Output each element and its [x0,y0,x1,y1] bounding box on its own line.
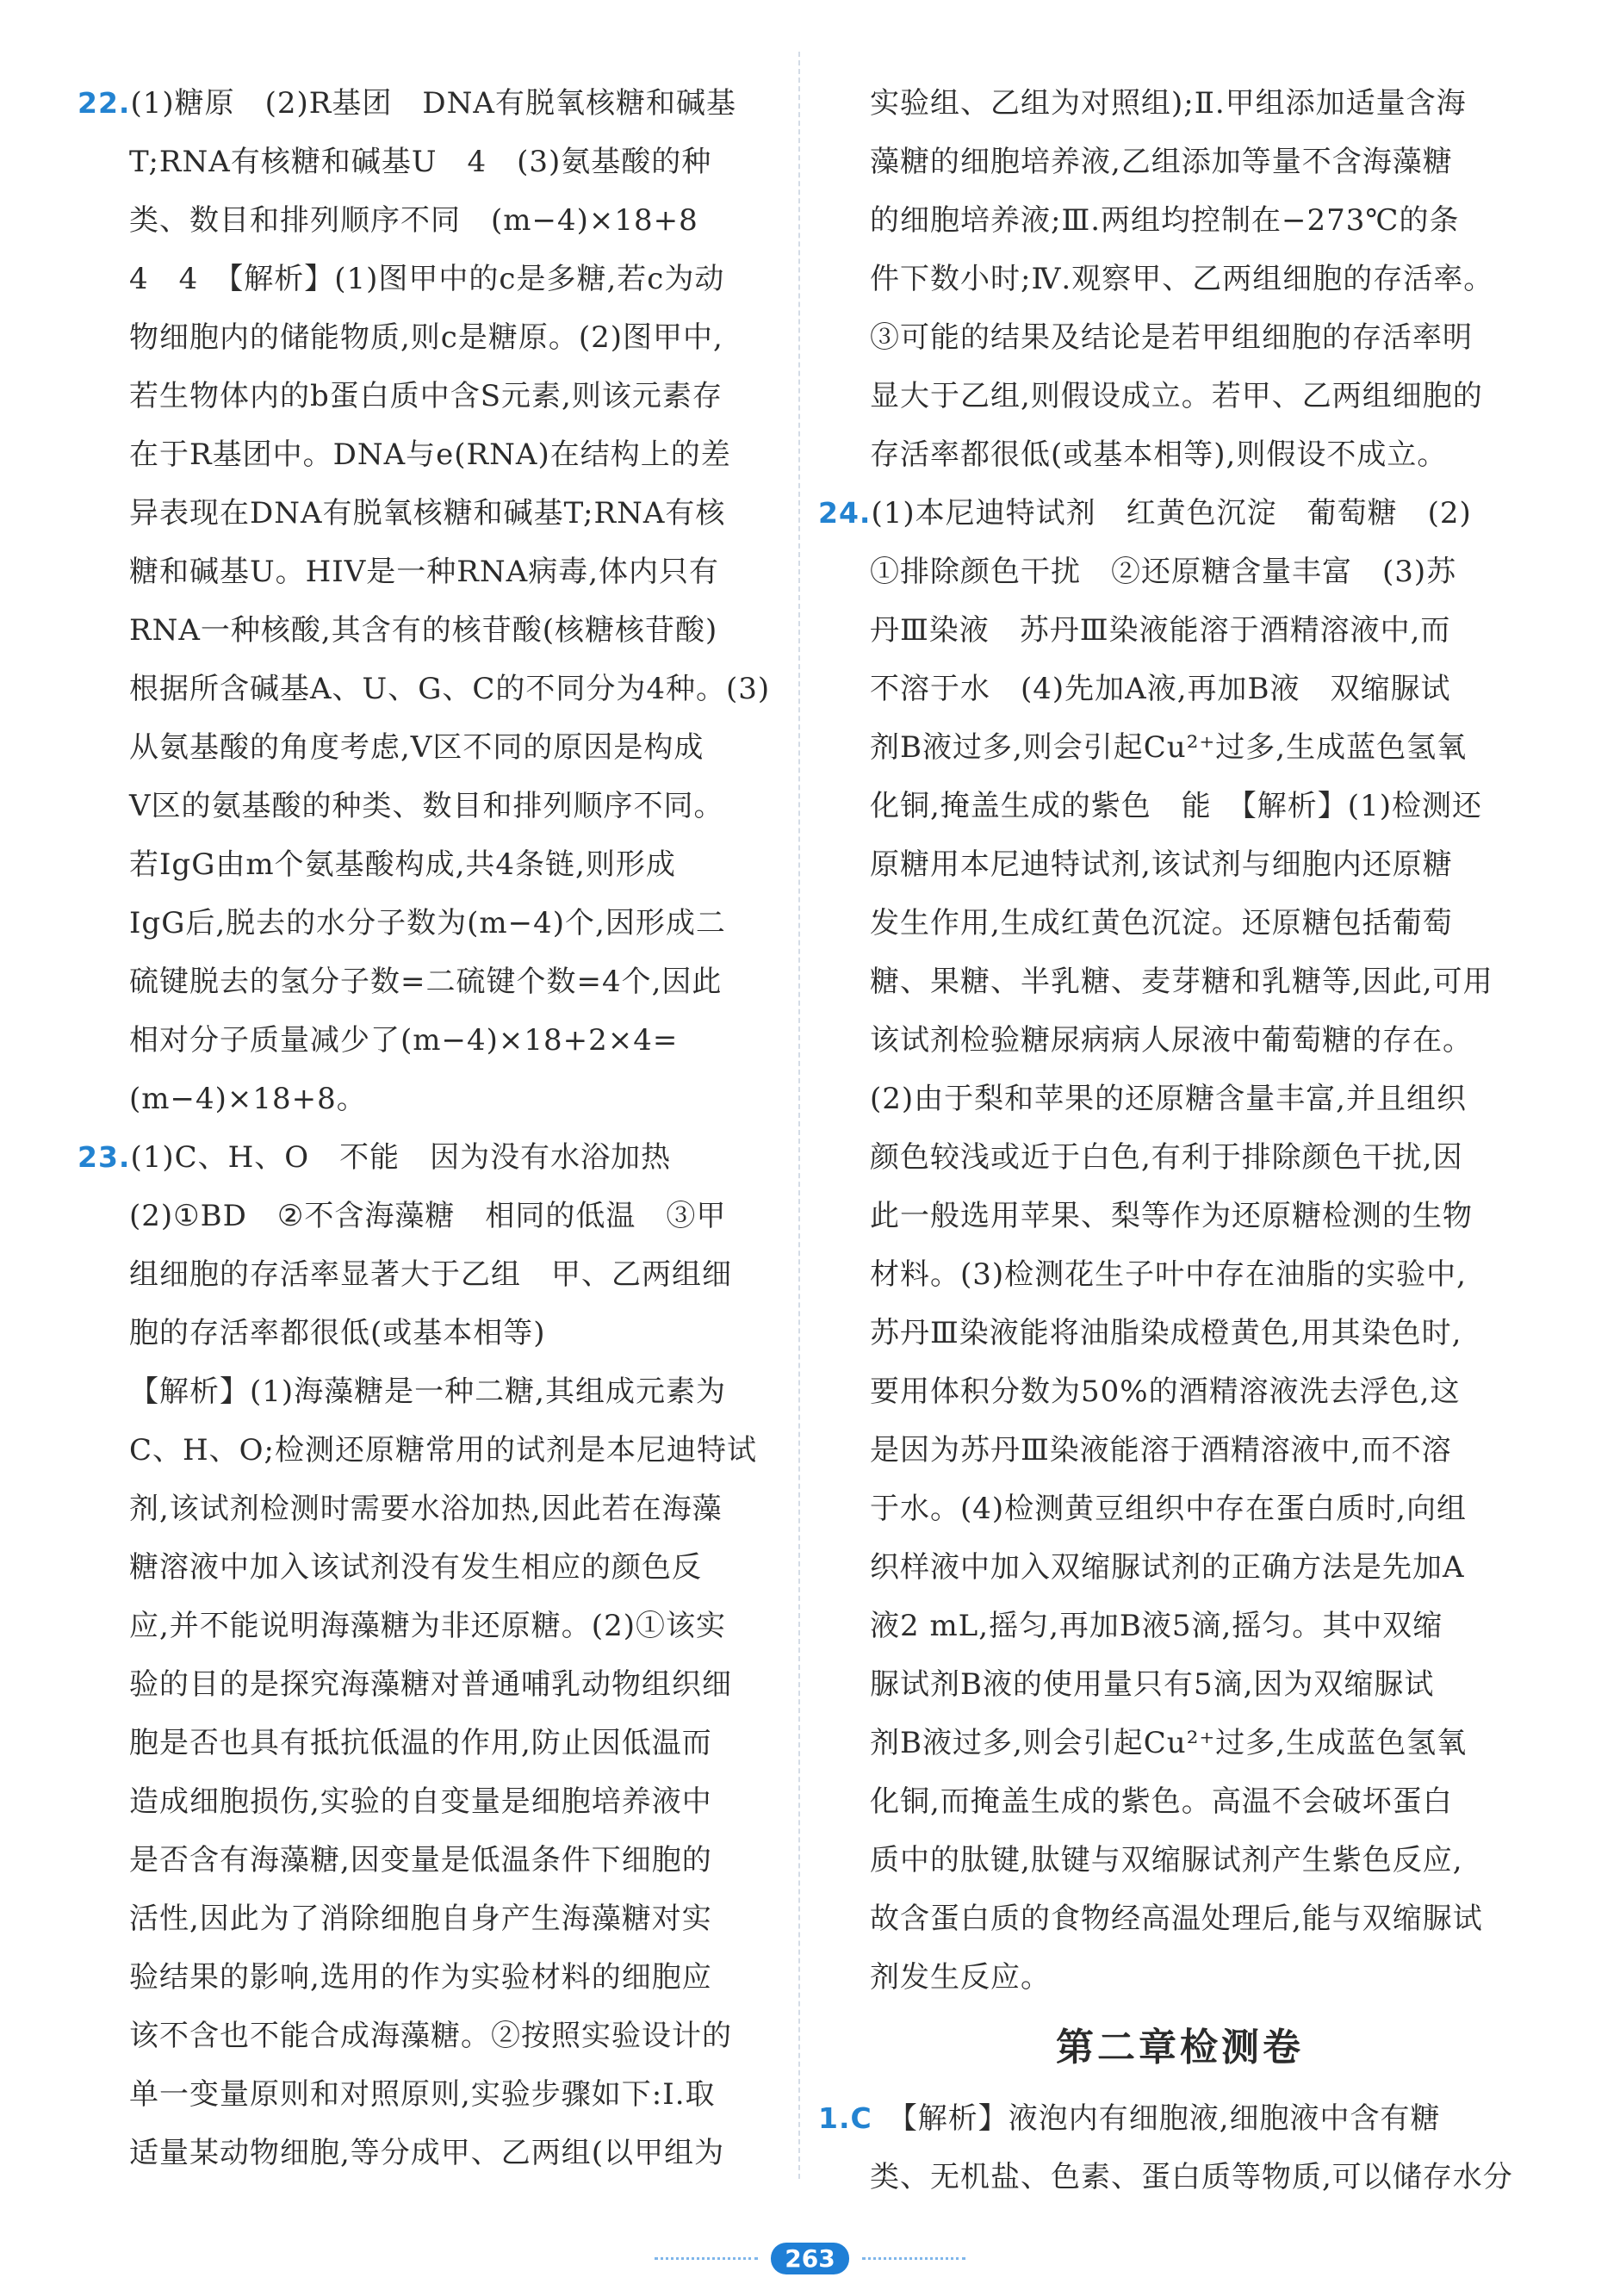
text-line [78,601,801,660]
line-text: 若生物体内的b蛋白质中含S元素,则该元素存 [129,379,723,413]
text-line [78,425,801,484]
line-text: 活性,因此为了消除细胞自身产生海藻糖对实 [129,1902,712,1936]
footer-decoration-right [862,2257,965,2260]
right-column [818,74,1542,2206]
line-text: (m−4)×18+8。 [129,1082,367,1116]
text-line [78,660,801,718]
line-text: 原糖用本尼迪特试剂,该试剂与细胞内还原糖 [870,847,1453,882]
line-text: ①排除颜色干扰 ②还原糖含量丰富 (3)苏 [870,555,1457,589]
line-text: T;RNA有核糖和碱基U 4 (3)氨基酸的种 [129,145,712,179]
line-text: 胞的存活率都很低(或基本相等) [129,1316,546,1350]
line-text: 糖溶液中加入该试剂没有发生相应的颜色反 [129,1550,702,1585]
line-text: (2)①BD ②不含海藻糖 相同的低温 ③甲 [129,1199,727,1233]
text-line [78,191,801,250]
line-text: 要用体积分数为50%的酒精溶液洗去浮色,这 [870,1374,1461,1409]
text-line [818,894,1542,953]
line-text: IgG后,脱去的水分子数为(m−4)个,因形成二 [129,906,726,940]
text-line [818,1480,1542,1538]
text-line [818,1011,1542,1070]
line-text: 类、数目和排列顺序不同 (m−4)×18+8 [129,203,698,238]
question-line [78,74,801,133]
line-text: 根据所含碱基A、U、G、C的不同分为4种。(3) [129,672,771,706]
text-line [78,894,801,953]
line-text: 【解析】液泡内有细胞液,细胞液中含有糖 [872,2101,1441,2136]
text-line [78,718,801,777]
text-line [78,1070,801,1128]
text-line [818,1890,1542,1948]
line-text: 类、无机盐、色素、蛋白质等物质,可以储存水分 [870,2160,1513,2194]
line-text: 剂,该试剂检测时需要水浴加热,因此若在海藻 [129,1492,723,1526]
text-line [818,953,1542,1011]
line-text: 该试剂检验糖尿病病人尿液中葡萄糖的存在。 [870,1023,1473,1058]
line-text: 是因为苏丹Ⅲ染液能溶于酒精溶液中,而不溶 [870,1433,1452,1468]
text-line [78,1245,801,1304]
text-line [818,425,1542,484]
text-line [818,1948,1542,2007]
text-line [78,1362,801,1421]
line-text: 硫键脱去的氢分子数=二硫键个数=4个,因此 [129,965,723,999]
text-line [78,543,801,601]
text-line [818,1772,1542,1831]
text-line [818,718,1542,777]
line-text: 从氨基酸的角度考虑,V区不同的原因是构成 [129,730,704,765]
text-line [78,1714,801,1772]
line-text: 是否含有海藻糖,因变量是低温条件下细胞的 [129,1843,712,1877]
line-text: 剂B液过多,则会引起Cu²⁺过多,生成蓝色氢氧 [870,730,1468,765]
text-line [78,1948,801,2007]
line-text: 【解析】(1)海藻糖是一种二糖,其组成元素为 [129,1374,726,1409]
text-line [818,543,1542,601]
line-text: ③可能的结果及结论是若甲组细胞的存活率明 [870,320,1473,355]
line-text: 显大于乙组,则假设成立。若甲、乙两组细胞的 [870,379,1483,413]
line-text: 物细胞内的储能物质,则c是糖原。(2)图甲中, [129,320,723,355]
line-text: 苏丹Ⅲ染液能将油脂染成橙黄色,用其染色时, [870,1316,1462,1350]
line-text: 存活率都很低(或基本相等),则假设不成立。 [870,437,1448,472]
line-text: 在于R基团中。DNA与e(RNA)在结构上的差 [129,437,731,472]
line-text: 4 4 【解析】(1)图甲中的c是多糖,若c为动 [129,262,725,296]
text-line [818,367,1542,425]
text-line [78,133,801,191]
line-text: 颜色较浅或近于白色,有利于排除颜色干扰,因 [870,1140,1463,1175]
text-line [78,777,801,835]
line-text: 不溶于水 (4)先加A液,再加B液 双缩脲试 [870,672,1451,706]
question-line [818,2089,1542,2148]
text-line [78,953,801,1011]
line-text: 验的目的是探究海藻糖对普通哺乳动物组织细 [129,1667,732,1702]
text-line [818,1070,1542,1128]
text-line [78,1011,801,1070]
line-text: 的细胞培养液;Ⅲ.两组均控制在−273℃的条 [870,203,1460,238]
text-line [78,1480,801,1538]
text-line [818,250,1542,308]
line-text: 此一般选用苹果、梨等作为还原糖检测的生物 [870,1199,1473,1233]
line-text: 剂B液过多,则会引起Cu²⁺过多,生成蓝色氢氧 [870,1726,1468,1760]
line-text: 胞是否也具有抵抗低温的作用,防止因低温而 [129,1726,712,1760]
text-line [818,1128,1542,1187]
line-text: 于水。(4)检测黄豆组织中存在蛋白质时,向组 [870,1492,1467,1526]
text-line [818,1831,1542,1890]
text-line [78,484,801,543]
text-line [78,1890,801,1948]
line-text: 件下数小时;Ⅳ.观察甲、乙两组细胞的存活率。 [870,262,1494,296]
text-line [818,1421,1542,1480]
text-line [818,2148,1542,2206]
text-line [818,1655,1542,1714]
line-text: V区的氨基酸的种类、数目和排列顺序不同。 [129,789,724,823]
text-line [818,191,1542,250]
line-text: 织样液中加入双缩脲试剂的正确方法是先加A [870,1550,1465,1585]
text-line [78,2065,801,2124]
text-line [78,1772,801,1831]
line-text: 故含蛋白质的食物经高温处理后,能与双缩脲试 [870,1902,1483,1936]
line-text: 发生作用,生成红黄色沉淀。还原糖包括葡萄 [870,906,1453,940]
question-line [818,484,1542,543]
text-line [78,835,801,894]
line-text: 剂发生反应。 [870,1960,1051,1995]
text-line [78,308,801,367]
question-number: 24. [818,496,872,530]
page-footer [0,2243,1620,2277]
line-text: 若IgG由m个氨基酸构成,共4条链,则形成 [129,847,676,882]
line-text: 藻糖的细胞培养液,乙组添加等量不含海藻糖 [870,145,1453,179]
text-line [818,1362,1542,1421]
text-line [818,1714,1542,1772]
text-line [818,74,1542,133]
line-text: C、H、O;检测还原糖常用的试剂是本尼迪特试 [129,1433,757,1468]
line-text: 化铜,掩盖生成的紫色 能 【解析】(1)检测还 [870,789,1482,823]
text-line [78,1655,801,1714]
text-line [818,835,1542,894]
text-line [818,133,1542,191]
line-text: 丹Ⅲ染液 苏丹Ⅲ染液能溶于酒精溶液中,而 [870,613,1451,648]
text-line [78,1421,801,1480]
page-number: 263 [771,2243,848,2274]
line-text: 适量某动物细胞,等分成甲、乙两组(以甲组为 [129,2136,725,2170]
line-text: (2)由于梨和苹果的还原糖含量丰富,并且组织 [870,1082,1467,1116]
line-text: RNA一种核酸,其含有的核苷酸(核糖核苷酸) [129,613,718,648]
line-text: 糖和碱基U。HIV是一种RNA病毒,体内只有 [129,555,719,589]
text-line [78,2124,801,2182]
line-text: 单一变量原则和对照原则,实验步骤如下:Ⅰ.取 [129,2077,716,2112]
text-line [78,1304,801,1362]
text-line [78,367,801,425]
line-text: (1)本尼迪特试剂 红黄色沉淀 葡萄糖 (2) [871,496,1472,531]
text-line [78,1187,801,1245]
text-line [818,601,1542,660]
line-text: 验结果的影响,选用的作为实验材料的细胞应 [129,1960,712,1995]
question-number: 23. [78,1140,131,1174]
text-line [78,250,801,308]
text-line [78,2007,801,2065]
question-number: 1.C [818,2101,872,2135]
text-line [818,777,1542,835]
line-text: 糖、果糖、半乳糖、麦芽糖和乳糖等,因此,可用 [870,965,1493,999]
text-line [818,660,1542,718]
question-line [78,1128,801,1187]
line-text: (1)C、H、O 不能 因为没有水浴加热 [130,1140,672,1175]
text-line [78,1831,801,1890]
text-line [818,1187,1542,1245]
line-text: 化铜,而掩盖生成的紫色。高温不会破坏蛋白 [870,1784,1453,1819]
line-text: 相对分子质量减少了(m−4)×18+2×4= [129,1023,679,1058]
text-line [78,1538,801,1597]
text-line [818,1245,1542,1304]
line-text: 材料。(3)检测花生子叶中存在油脂的实验中, [870,1257,1467,1292]
line-text: 异表现在DNA有脱氧核糖和碱基T;RNA有核 [129,496,726,531]
footer-decoration-left [655,2257,758,2260]
line-text: 液2 mL,摇匀,再加B液5滴,摇匀。其中双缩 [870,1609,1443,1643]
line-text: 应,并不能说明海藻糖为非还原糖。(2)①该实 [129,1609,726,1643]
line-text: 实验组、乙组为对照组);Ⅱ.甲组添加适量含海 [870,86,1467,121]
line-text: (1)糖原 (2)R基团 DNA有脱氧核糖和碱基 [130,86,736,121]
line-text: 该不含也不能合成海藻糖。②按照实验设计的 [129,2019,732,2053]
text-line [818,1538,1542,1597]
question-number: 22. [78,86,131,120]
text-line [818,1597,1542,1655]
left-column [78,74,801,2182]
line-text: 造成细胞损伤,实验的自变量是细胞培养液中 [129,1784,712,1819]
text-line [78,1597,801,1655]
text-line [818,308,1542,367]
line-text: 质中的肽键,肽键与双缩脲试剂产生紫色反应, [870,1843,1463,1877]
line-text: 脲试剂B液的使用量只有5滴,因为双缩脲试 [870,1667,1435,1702]
line-text: 组细胞的存活率显著大于乙组 甲、乙两组细 [129,1257,732,1292]
text-line [818,1304,1542,1362]
section-heading: 第二章检测卷 [1056,2026,1304,2070]
